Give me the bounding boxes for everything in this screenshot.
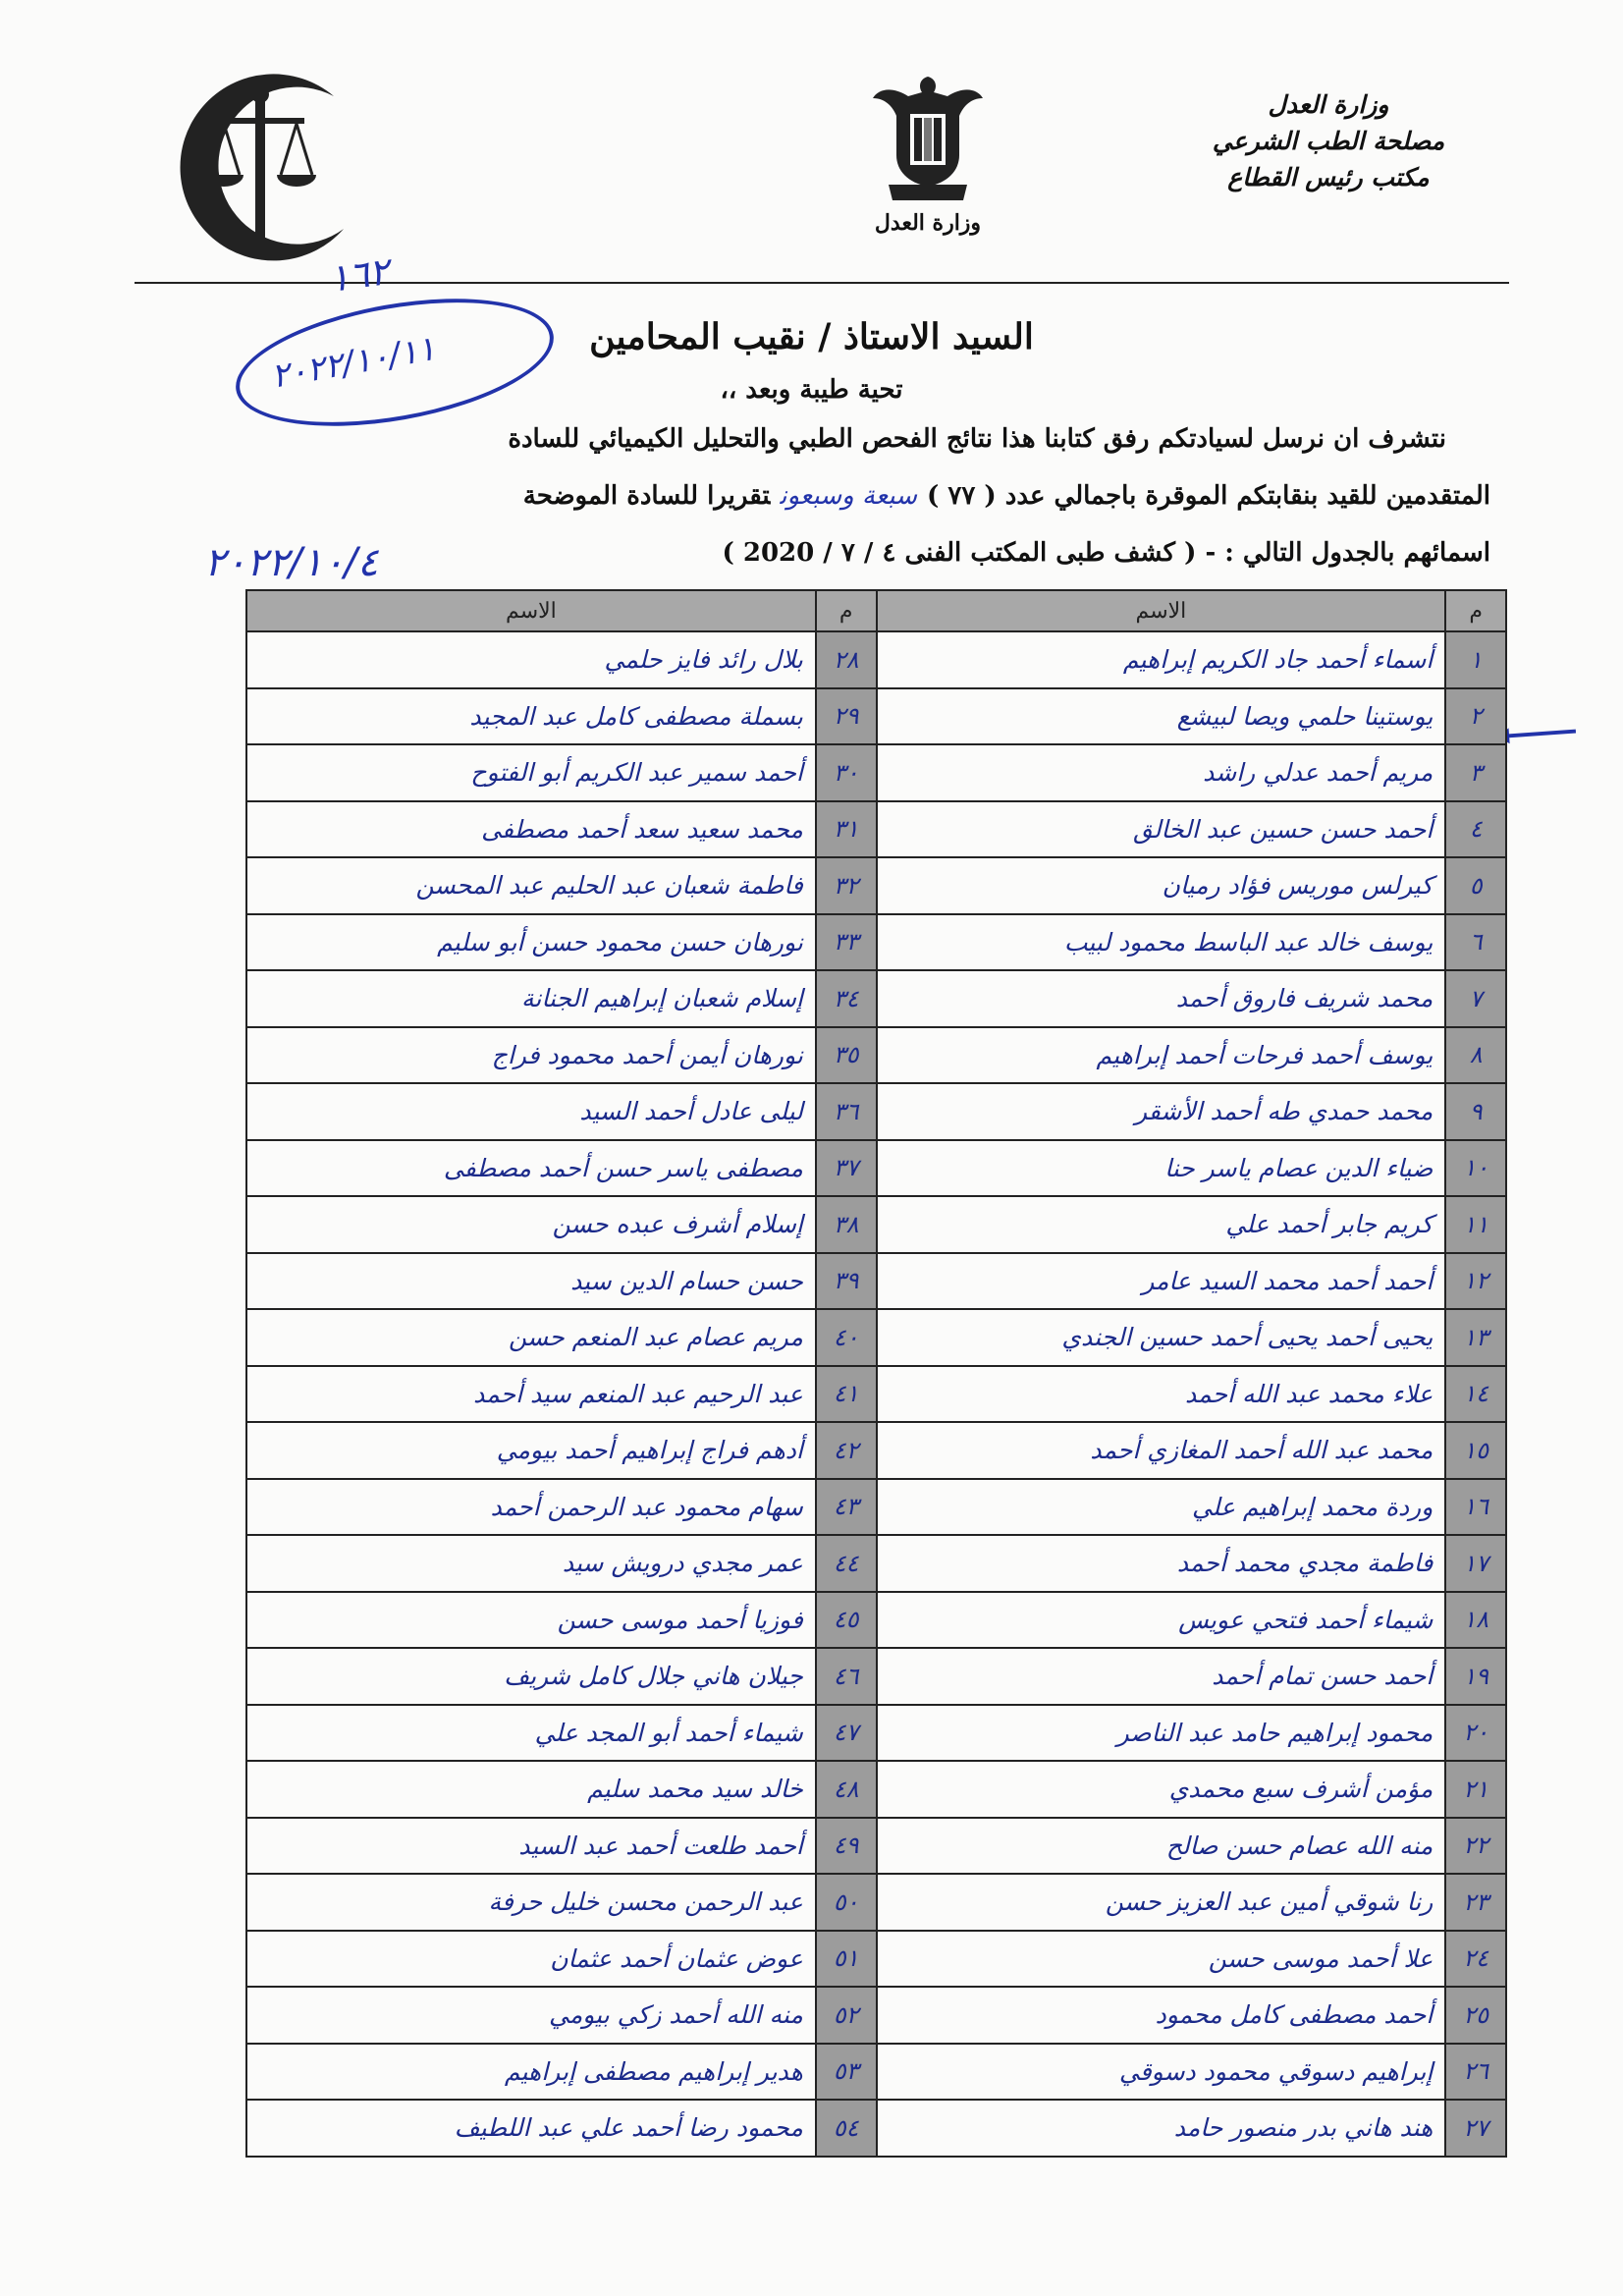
table-row xyxy=(246,1818,1506,1875)
table-row xyxy=(246,1648,1506,1705)
table-body xyxy=(246,631,1506,2157)
names-table xyxy=(245,589,1507,2158)
row-name: مؤمن أشرف سبع محمدي xyxy=(877,1761,1446,1818)
table-row xyxy=(246,1140,1506,1197)
table-row xyxy=(246,857,1506,914)
table-row xyxy=(246,1196,1506,1253)
arrow-mark-icon xyxy=(1507,730,1576,738)
row-name: أحمد حسن تمام أحمد xyxy=(877,1648,1446,1705)
row-name: محمد عبد الله أحمد المغازي أحمد xyxy=(877,1422,1446,1479)
row-number: ٣٧ xyxy=(816,1140,877,1197)
row-name: هدير إبراهيم مصطفى إبراهيم xyxy=(246,2044,816,2101)
row-name: كريم جابر أحمد علي xyxy=(877,1196,1446,1253)
row-name: بسملة مصطفى كامل عبد المجيد xyxy=(246,688,816,745)
table-row xyxy=(246,1083,1506,1140)
table-row xyxy=(246,1479,1506,1536)
row-name: رنا شوقي أمين عبد العزيز حسن xyxy=(877,1874,1446,1931)
row-number: ٢٣ xyxy=(1445,1874,1506,1931)
row-name: أحمد طلعت أحمد عبد السيد xyxy=(246,1818,816,1875)
body-line-2 xyxy=(523,481,1490,511)
row-number: ١١ xyxy=(1445,1196,1506,1253)
row-number: ٤٤ xyxy=(816,1535,877,1592)
row-number: ٥٤ xyxy=(816,2100,877,2157)
body-line-3: اسمائهم بالجدول التالي : - ( كشف طبى المكتب الفنى ٤ / ٧ / 2020 ) xyxy=(722,538,1490,568)
row-name: محمد حمدي طه أحمد الأشقر xyxy=(877,1083,1446,1140)
table-row xyxy=(246,1931,1506,1988)
row-name: ضياء الدين عصام ياسر حنا xyxy=(877,1140,1446,1197)
date-side-handwritten: ٢٠٢٢/١٠/٤ xyxy=(204,540,379,585)
table-row xyxy=(246,1253,1506,1310)
row-name: فاطمة مجدي محمد أحمد xyxy=(877,1535,1446,1592)
row-number: ٣٢ xyxy=(816,857,877,914)
table-row xyxy=(246,970,1506,1027)
row-name: شيماء أحمد فتحي عويس xyxy=(877,1592,1446,1649)
header-name-left: الاسم xyxy=(246,590,816,631)
row-name: أحمد مصطفى كامل محمود xyxy=(877,1987,1446,2044)
date-circle-text: ٢٠٢٢/١٠/١١ xyxy=(268,328,439,397)
row-number: ٩ xyxy=(1445,1083,1506,1140)
table-row xyxy=(246,914,1506,971)
row-name: يحيى أحمد يحيى أحمد حسين الجندي xyxy=(877,1309,1446,1366)
row-number: ٨ xyxy=(1445,1027,1506,1084)
row-name: فوزيا أحمد موسى حسن xyxy=(246,1592,816,1649)
table-row xyxy=(246,1535,1506,1592)
row-name: أحمد أحمد محمد السيد عامر xyxy=(877,1253,1446,1310)
table-row xyxy=(246,1705,1506,1762)
row-number: ٢٤ xyxy=(1445,1931,1506,1988)
body-line-1: نتشرف ان نرسل لسيادتكم رفق كتابنا هذا نتائج الفحص الطبي والتحليل الكيميائي للسادة xyxy=(508,424,1446,454)
row-number: ١٨ xyxy=(1445,1592,1506,1649)
row-name: شيماء أحمد أبو المجد علي xyxy=(246,1705,816,1762)
row-name: خالد سيد محمد سليم xyxy=(246,1761,816,1818)
header-name-right: الاسم xyxy=(877,590,1446,631)
row-number: ٤١ xyxy=(816,1366,877,1423)
row-number: ٣٨ xyxy=(816,1196,877,1253)
office-name: مكتب رئيس القطاع xyxy=(1227,163,1430,191)
letterhead-text xyxy=(1181,86,1476,195)
table-row xyxy=(246,1309,1506,1366)
row-number: ٢٩ xyxy=(816,688,877,745)
row-name: مريم عصام عبد المنعم حسن xyxy=(246,1309,816,1366)
header-num-right: م xyxy=(1445,590,1506,631)
row-name: محمد سعيد سعد أحمد مصطفى xyxy=(246,801,816,858)
row-name: جيلان هاني جلال كامل شريف xyxy=(246,1648,816,1705)
row-number: ٢ xyxy=(1445,688,1506,745)
row-name: عمر مجدي درويش سيد xyxy=(246,1535,816,1592)
authority-name: مصلحة الطب الشرعي xyxy=(1212,127,1445,155)
letter-title: السيد الاستاذ / نقيب المحامين xyxy=(589,316,1034,357)
count-handwritten: سبعة وسبعون xyxy=(780,481,918,511)
row-number: ٣٥ xyxy=(816,1027,877,1084)
table-row xyxy=(246,1874,1506,1931)
row-name: سهام محمود عبد الرحمن أحمد xyxy=(246,1479,816,1536)
table-row xyxy=(246,1422,1506,1479)
row-number: ٢٢ xyxy=(1445,1818,1506,1875)
row-name: علاء محمد عبد الله أحمد xyxy=(877,1366,1446,1423)
row-name: أحمد حسن حسين عبد الخالق xyxy=(877,801,1446,858)
row-number: ٤٠ xyxy=(816,1309,877,1366)
row-name: عبد الرحمن محسن خليل حرفة xyxy=(246,1874,816,1931)
row-number: ٤٨ xyxy=(816,1761,877,1818)
row-number: ٦ xyxy=(1445,914,1506,971)
row-number: ٤٢ xyxy=(816,1422,877,1479)
row-number: ٢٧ xyxy=(1445,2100,1506,2157)
scales-icon xyxy=(147,57,373,283)
row-number: ٤٩ xyxy=(816,1818,877,1875)
row-number: ٢٥ xyxy=(1445,1987,1506,2044)
row-number: ٤٣ xyxy=(816,1479,877,1536)
row-name: عوض عثمان أحمد عثمان xyxy=(246,1931,816,1988)
row-number: ٥ xyxy=(1445,857,1506,914)
row-name: يوسف خالد عبد الباسط محمود لبيب xyxy=(877,914,1446,971)
row-number: ١٠ xyxy=(1445,1140,1506,1197)
row-number: ١٤ xyxy=(1445,1366,1506,1423)
justice-logo xyxy=(147,57,373,283)
row-name: عبد الرحيم عبد المنعم سيد أحمد xyxy=(246,1366,816,1423)
ministry-name: وزارة العدل xyxy=(1268,90,1389,119)
row-number: ١٣ xyxy=(1445,1309,1506,1366)
eagle-emblem xyxy=(844,69,1011,255)
table-row xyxy=(246,2044,1506,2101)
row-number: ٢٦ xyxy=(1445,2044,1506,2101)
eagle-icon xyxy=(869,69,987,206)
row-number: ٣٩ xyxy=(816,1253,877,1310)
row-name: محمود رضا أحمد علي عبد اللطيف xyxy=(246,2100,816,2157)
row-number: ٤٧ xyxy=(816,1705,877,1762)
row-number: ٥٠ xyxy=(816,1874,877,1931)
row-number: ٥٣ xyxy=(816,2044,877,2101)
row-name: نورهان حسن محمود حسن أبو سليم xyxy=(246,914,816,971)
row-name: حسن حسام الدين سيد xyxy=(246,1253,816,1310)
row-number: ٥١ xyxy=(816,1931,877,1988)
row-number: ١٧ xyxy=(1445,1535,1506,1592)
row-name: محمود إبراهيم حامد عبد الناصر xyxy=(877,1705,1446,1762)
row-number: ١٥ xyxy=(1445,1422,1506,1479)
row-name: أدهم فراج إبراهيم أحمد بيومي xyxy=(246,1422,816,1479)
row-number: ٢٨ xyxy=(816,631,877,688)
row-number: ٧ xyxy=(1445,970,1506,1027)
row-name: محمد شريف فاروق أحمد xyxy=(877,970,1446,1027)
row-name: إبراهيم دسوقي محمود دسوقي xyxy=(877,2044,1446,2101)
row-number: ١ xyxy=(1445,631,1506,688)
table-row xyxy=(246,744,1506,801)
reference-number-handwritten: ١٦٢ xyxy=(326,248,392,301)
row-number: ٤ xyxy=(1445,801,1506,858)
row-number: ٣٦ xyxy=(816,1083,877,1140)
emblem-caption: وزارة العدل xyxy=(874,210,982,236)
row-name: إسلام أشرف عبده حسن xyxy=(246,1196,816,1253)
table-header-row xyxy=(246,590,1506,631)
row-number: ٣١ xyxy=(816,801,877,858)
row-number: ٤٥ xyxy=(816,1592,877,1649)
table-row xyxy=(246,631,1506,688)
row-name: أسماء أحمد جاد الكريم إبراهيم xyxy=(877,631,1446,688)
table-row xyxy=(246,1592,1506,1649)
row-name: أحمد سمير عبد الكريم أبو الفتوح xyxy=(246,744,816,801)
row-number: ٣٣ xyxy=(816,914,877,971)
table-row xyxy=(246,688,1506,745)
body-line-2-start: المتقدمين للقيد بنقابتكم الموقرة باجمالي عدد ( ٧٧ ) xyxy=(927,481,1490,511)
row-name: يوستينا حلمي ويصا لبيشع xyxy=(877,688,1446,745)
row-name: وردة محمد إبراهيم علي xyxy=(877,1479,1446,1536)
row-name: بلال رائد فايز حلمي xyxy=(246,631,816,688)
table-row xyxy=(246,2100,1506,2157)
row-name: منه الله أحمد زكي بيومي xyxy=(246,1987,816,2044)
table-row xyxy=(246,1761,1506,1818)
row-name: كيرلس موريس فؤاد رميان xyxy=(877,857,1446,914)
letter-greeting: تحية طيبة وبعد ،، xyxy=(720,375,903,405)
body-line-2-end: تقريرا للسادة الموضحة xyxy=(522,481,771,511)
row-number: ٣ xyxy=(1445,744,1506,801)
row-number: ٣٤ xyxy=(816,970,877,1027)
row-number: ٥٢ xyxy=(816,1987,877,2044)
row-number: ٣٠ xyxy=(816,744,877,801)
table-row xyxy=(246,1366,1506,1423)
row-name: مريم أحمد عدلي راشد xyxy=(877,744,1446,801)
row-name: منه الله عصام حسن صالح xyxy=(877,1818,1446,1875)
row-name: إسلام شعبان إبراهيم الجنانة xyxy=(246,970,816,1027)
table-row xyxy=(246,801,1506,858)
table-row xyxy=(246,1987,1506,2044)
row-name: يوسف أحمد فرحات أحمد إبراهيم xyxy=(877,1027,1446,1084)
row-name: هند هاني بدر منصور حامد xyxy=(877,2100,1446,2157)
row-name: ليلى عادل أحمد السيد xyxy=(246,1083,816,1140)
table-row xyxy=(246,1027,1506,1084)
row-name: نورهان أيمن أحمد محمود فراج xyxy=(246,1027,816,1084)
row-number: ١٦ xyxy=(1445,1479,1506,1536)
row-number: ٢٠ xyxy=(1445,1705,1506,1762)
row-name: علا أحمد موسى حسن xyxy=(877,1931,1446,1988)
row-number: ٢١ xyxy=(1445,1761,1506,1818)
date-circle-stamp xyxy=(226,277,564,447)
header-num-left: م xyxy=(816,590,877,631)
row-number: ١٩ xyxy=(1445,1648,1506,1705)
row-number: ١٢ xyxy=(1445,1253,1506,1310)
row-number: ٤٦ xyxy=(816,1648,877,1705)
row-name: فاطمة شعبان عبد الحليم عبد المحسن xyxy=(246,857,816,914)
row-name: مصطفى ياسر حسن أحمد مصطفى xyxy=(246,1140,816,1197)
